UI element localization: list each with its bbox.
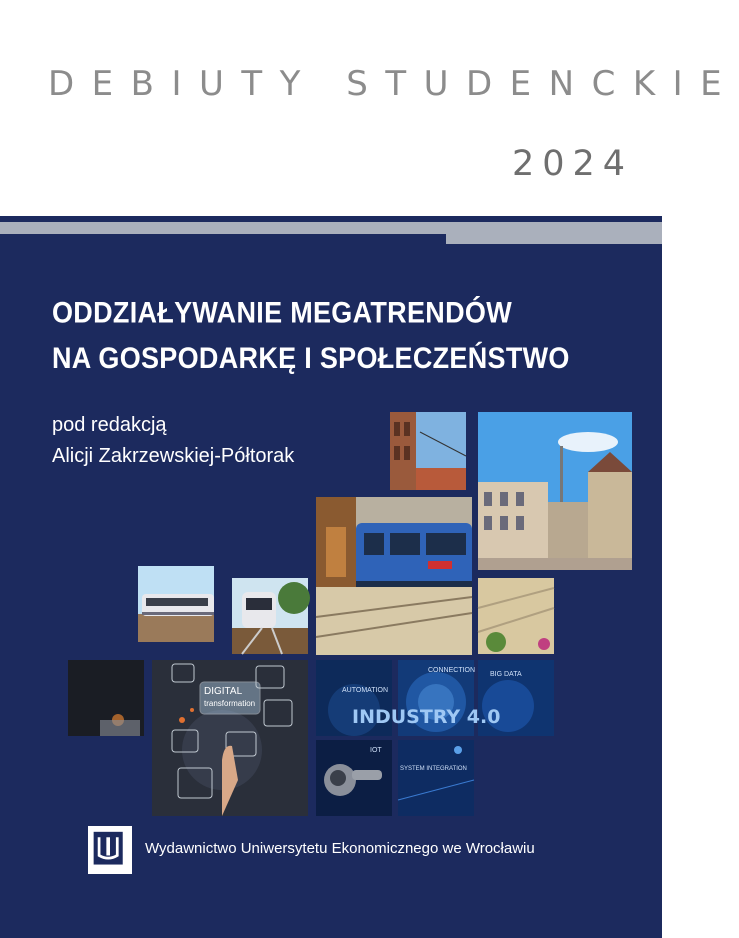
transformation-label: transformation	[204, 699, 256, 708]
series-title: DEBIUTY STUDENCKIE	[48, 64, 739, 104]
publisher-logo	[88, 826, 132, 874]
photo-tile-digital-transformation	[152, 660, 308, 816]
photo-tile-system-integration	[398, 740, 474, 816]
book-title	[52, 290, 632, 381]
editor-name: Alicji Zakrzewskiej-Półtorak	[52, 445, 295, 467]
iot-label: IOT	[370, 747, 382, 754]
big-data-label: BIG DATA	[490, 671, 522, 678]
edited-by-label: pod redakcją	[52, 414, 167, 436]
photo-tile-robot-hand	[316, 740, 392, 816]
industry-label: INDUSTRY 4.0	[352, 706, 501, 728]
photo-tile-building-sky	[390, 412, 466, 490]
publication-year: 2024	[512, 144, 634, 184]
divider-block	[446, 222, 662, 244]
system-integration-label: SYSTEM INTEGRATION	[400, 766, 467, 772]
photo-tile-blue-tram	[316, 497, 472, 655]
title-line-1: ODDZIAŁYWANIE MEGATRENDÓW	[52, 296, 512, 329]
connection-label: CONNECTION	[428, 667, 476, 674]
publisher-name: Wydawnictwo Uniwersytetu Ekonomicznego we Wrocławiu	[145, 840, 535, 857]
photo-tile-train-tracks	[232, 578, 308, 654]
photo-tile-city-square	[478, 412, 632, 570]
digital-label: DIGITAL	[204, 686, 243, 697]
photo-tile-dark-tech	[68, 660, 144, 736]
photo-tile-pavement	[478, 578, 554, 654]
photo-tile-white-train	[138, 566, 214, 642]
automation-label: AUTOMATION	[342, 687, 389, 694]
title-line-2: NA GOSPODARKĘ I SPOŁECZEŃSTWO	[52, 341, 570, 375]
